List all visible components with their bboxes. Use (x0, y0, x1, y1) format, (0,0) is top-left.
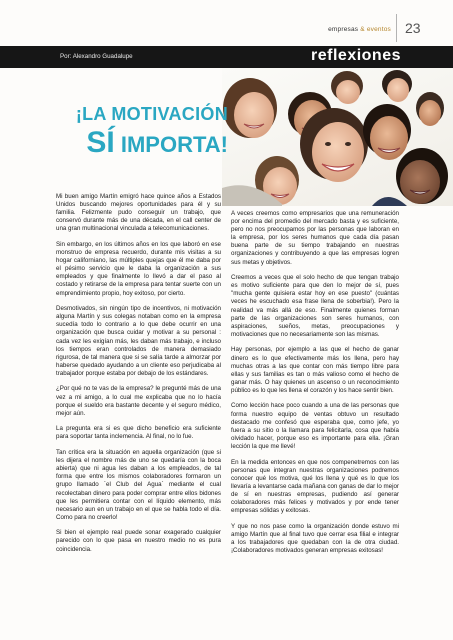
headline-emphasis: SÍ (86, 126, 115, 159)
brand-ampersand: & (360, 26, 365, 33)
brand-left: empresas (328, 26, 359, 33)
article-column-right (231, 210, 399, 563)
article-column-left (56, 193, 221, 561)
section-band (0, 46, 453, 68)
author-credit: Por: Alexandro Guadalupe (60, 53, 133, 60)
paragraph: A veces creemos como empresarios que una remuneración por encima del promedio del mercado basta y es suficiente, pero no nos preocupamos por las personas que laboran en la empresa, por los seres humanos que cada día pasan buena parte de su tiempo trabajando en nuestras organizaciones y contribuyendo a que las empresas logren sus metas y objetivos. (231, 210, 399, 266)
headline-line-1: ¡LA MOTIVACIÓN (75, 104, 228, 124)
group-photo (222, 68, 453, 206)
headline-line-2 (58, 126, 228, 160)
paragraph: En la medida entonces en que nos compenetremos con las personas que integran nuestras organizaciones podremos conocer qué los motiva, qué los llena y qué es lo que los llevaría a levantarse cada mañana con ganas de dar lo mejor de sí en nuestras empresas, pudiendo así generar colaboradores más felices y motivados y por ende tener empresas sólidas y exitosas. (231, 458, 399, 515)
paragraph: Como lección hace poco cuando a una de las personas que forma nuestro equipo de ventas obtuvo un resultado destacado me confesó que esperaba que, como jefe, yo fuera a su sitio o la llamara para felicitarla, cosa que había olvidado hacer, porque eso es importante para ella. ¡Gran lección la que me llevé! (231, 402, 399, 450)
paragraph: La pregunta era si es que dicho beneficio era suficiente para soportar tanta inclemencia. Al final, no lo fue. (56, 425, 221, 441)
paragraph: Tan crítica era la situación en aquella organización (que si les dijera el nombre más de uno se quedaría con la boca abierta) que ni agua les daban a los empleados, de tal forma que entre los mismos colaboradores formaron un grupo llamado ´el Club del Agua´ mediante el cual recolectaban dinero para poder comprar entre ellos bidones que les permitiera contar con el líquido elemento, más necesario aun en un trabajo en el que se habla todo el día. Como para no creerlo! (56, 449, 221, 521)
paragraph: Y que no nos pase como la organización donde estuvo mi amigo Martín que al final tuvo que cerrar esa filial e integrar a los trabajadores que quedaban con la de otra ciudad. ¡Colaboradores motivados generan empresas exitosas! (231, 522, 399, 554)
paragraph: Desmotivados, sin ningún tipo de incentivos, ni motivación alguna Martín y sus colegas notaban como en la empresa sucedía todo lo contrario a lo que debe ocurrir en una organización que busca cuidar y motivar a su personal : cada vez les exigían más, les daban más trabajo, e incluso los tiempos eran controlados de manera demasiado rigurosa, de tal manera que si se salía tarde a almorzar por haberse quedado ayudando a un cliente eso perjudicaba al trabajador porque estaba por debajo de los estándares. (56, 305, 221, 377)
page-number: 23 (405, 20, 421, 36)
smiling-people-image (222, 68, 453, 206)
article-headline (58, 104, 228, 160)
paragraph: Mi buen amigo Martín emigró hace quince años a Estados Unidos buscando mejores oportunidades para él y su familia. Felizmente pudo conseguir un trabajo, que conservó durante más de una década, en el call center de una gran multinacional vinculada a telecomunicaciones. (56, 193, 221, 233)
section-title: reflexiones (311, 47, 401, 64)
paragraph: Hay personas, por ejemplo a las que el hecho de ganar dinero es lo que efectivamente más los llena, pero hay muchas otras a las que contar con más tiempo libre para ellas y sus familias es tan o más valioso como el hecho de ganar más. O hay quienes un ascenso o un reconocimiento público es lo que les llena el corazón y los hace sentir bien. (231, 346, 399, 394)
paragraph: ¿Por qué no te vas de la empresa? le pregunté más de una vez a mi amigo, a lo cual me explicaba que no lo hacía porque el sueldo era bastante decente y el seguro médico, mejor aún. (56, 385, 221, 417)
brand-right: eventos (366, 26, 391, 33)
headline-line-2-rest: IMPORTA! (114, 132, 228, 157)
top-header (0, 0, 453, 42)
paragraph: Creemos a veces que el solo hecho de que tengan trabajo es motivo suficiente para que den lo mejor de sí, pues "mucha gente quisiera estar hoy en ese puesto" (cuántas veces he escuchado esa frase llena de soberbia!). Pero la realidad va más allá de eso. Finalmente quienes forman parte de las organizaciones son seres humanos, con aspiraciones, sueños, metas, preocupaciones y motivaciones que no necesariamente son las mismas. (231, 274, 399, 338)
paragraph: Sin embargo, en los últimos años en los que laboró en ese monstruo de empresa recuerdo, durante mis visitas a su hogar californiano, las múltiples quejas que él me daba por el pésimo servicio que le daba la organización a sus empleados y que finalmente lo llevó a dar el paso al costado y retirarse de la empresa para tentar suerte con un emprendimiento propio, hoy exitoso, por cierto. (56, 240, 221, 297)
header-divider (396, 14, 397, 42)
magazine-brand (328, 26, 391, 33)
paragraph: Si bien el ejemplo real puede sonar exagerado cualquier parecido con lo que pasa en nuestro medio no es pura coincidencia. (56, 529, 221, 553)
